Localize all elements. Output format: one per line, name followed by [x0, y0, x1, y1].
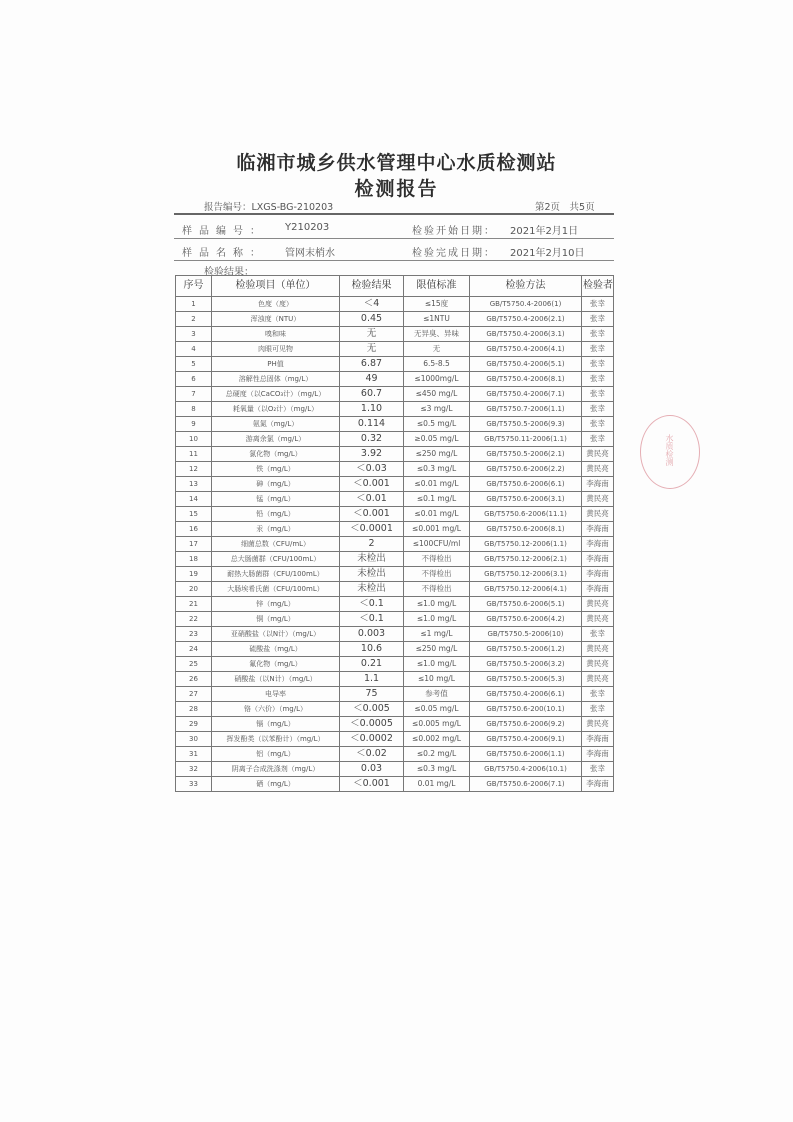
cell-item: 总大肠菌群（CFU/100mL） — [212, 552, 340, 567]
table-row — [176, 552, 614, 567]
cell-inspector: 张幸 — [582, 342, 614, 357]
cell-method: GB/T5750.6-200(10.1) — [470, 702, 582, 717]
results-table — [175, 275, 614, 792]
cell-no: 17 — [176, 537, 212, 552]
cell-result: ＜0.1 — [340, 612, 404, 627]
cell-inspector: 黄民亮 — [582, 612, 614, 627]
cell-limit: 不得检出 — [404, 552, 470, 567]
table-row — [176, 717, 614, 732]
cell-inspector: 黄民亮 — [582, 507, 614, 522]
cell-limit: ≤100CFU/ml — [404, 537, 470, 552]
cell-result: 10.6 — [340, 642, 404, 657]
cell-no: 18 — [176, 552, 212, 567]
header-no: 序号 — [176, 276, 212, 297]
table-row — [176, 402, 614, 417]
info-rule-1 — [174, 238, 614, 239]
cell-method: GB/T5750.4-2006(2.1) — [470, 312, 582, 327]
cell-limit: ≤0.01 mg/L — [404, 507, 470, 522]
cell-inspector: 黄民亮 — [582, 717, 614, 732]
cell-method: GB/T5750.6-2006(4.2) — [470, 612, 582, 627]
cell-result: ＜0.005 — [340, 702, 404, 717]
start-date-value: 2021年2月1日 — [510, 226, 579, 237]
cell-item: 硫酸盐（mg/L） — [212, 642, 340, 657]
cell-no: 27 — [176, 687, 212, 702]
cell-result: 49 — [340, 372, 404, 387]
seal-text: 水质检测 — [665, 434, 674, 466]
cell-method: GB/T5750.6-2006(1.1) — [470, 747, 582, 762]
cell-inspector: 李海南 — [582, 567, 614, 582]
cell-no: 22 — [176, 612, 212, 627]
cell-inspector: 张幸 — [582, 327, 614, 342]
section-title: 检验结果： — [204, 267, 254, 278]
cell-limit: ≤0.5 mg/L — [404, 417, 470, 432]
cell-no: 31 — [176, 747, 212, 762]
cell-result: ＜0.01 — [340, 492, 404, 507]
cell-inspector: 张幸 — [582, 627, 614, 642]
cell-method: GB/T5750.4-2006(5.1) — [470, 357, 582, 372]
cell-limit: 无异臭、异味 — [404, 327, 470, 342]
cell-method: GB/T5750.11-2006(1.1) — [470, 432, 582, 447]
cell-method: GB/T5750.5-2006(1.2) — [470, 642, 582, 657]
header-limit: 限值标准 — [404, 276, 470, 297]
cell-limit: ≤0.01 mg/L — [404, 477, 470, 492]
table-row — [176, 372, 614, 387]
cell-result: 0.32 — [340, 432, 404, 447]
table-row — [176, 762, 614, 777]
cell-limit: 不得检出 — [404, 582, 470, 597]
sample-name-value: 管网末梢水 — [285, 248, 335, 259]
cell-result: 0.45 — [340, 312, 404, 327]
cell-inspector: 李海南 — [582, 732, 614, 747]
cell-inspector: 黄民亮 — [582, 462, 614, 477]
cell-item: 氟化物（mg/L） — [212, 657, 340, 672]
cell-inspector: 张幸 — [582, 687, 614, 702]
cell-result: 6.87 — [340, 357, 404, 372]
cell-inspector: 李海南 — [582, 537, 614, 552]
cell-inspector: 张幸 — [582, 702, 614, 717]
cell-item: 铅（mg/L） — [212, 507, 340, 522]
cell-item: 铬（六价）（mg/L） — [212, 702, 340, 717]
cell-method: GB/T5750.4-2006(1) — [470, 297, 582, 312]
table-body — [176, 297, 614, 792]
cell-limit: ≤1NTU — [404, 312, 470, 327]
cell-result: ＜0.001 — [340, 507, 404, 522]
sample-no-label: 样品编号： — [182, 226, 267, 237]
cell-no: 32 — [176, 762, 212, 777]
cell-limit: ≤0.002 mg/L — [404, 732, 470, 747]
table-row — [176, 432, 614, 447]
cell-limit: ≥0.05 mg/L — [404, 432, 470, 447]
table-row — [176, 582, 614, 597]
header-rule — [174, 213, 614, 215]
cell-inspector: 张幸 — [582, 357, 614, 372]
cell-inspector: 张幸 — [582, 312, 614, 327]
cell-no: 1 — [176, 297, 212, 312]
cell-result: ＜0.02 — [340, 747, 404, 762]
table-row — [176, 492, 614, 507]
cell-no: 6 — [176, 372, 212, 387]
cell-no: 26 — [176, 672, 212, 687]
cell-limit: ≤1 mg/L — [404, 627, 470, 642]
header-item: 检验项目（单位） — [212, 276, 340, 297]
cell-result: ＜0.001 — [340, 477, 404, 492]
cell-result: 0.003 — [340, 627, 404, 642]
cell-item: 溶解性总固体（mg/L） — [212, 372, 340, 387]
cell-result: 0.21 — [340, 657, 404, 672]
cell-item: 细菌总数（CFU/mL） — [212, 537, 340, 552]
table-row — [176, 447, 614, 462]
cell-method: GB/T5750.6-2006(8.1) — [470, 522, 582, 537]
cell-method: GB/T5750.6-2006(5.1) — [470, 597, 582, 612]
cell-method: GB/T5750.6-2006(11.1) — [470, 507, 582, 522]
cell-method: GB/T5750.4-2006(4.1) — [470, 342, 582, 357]
cell-item: 耐热大肠菌群（CFU/100mL） — [212, 567, 340, 582]
cell-no: 20 — [176, 582, 212, 597]
table-row — [176, 417, 614, 432]
cell-method: GB/T5750.5-2006(3.2) — [470, 657, 582, 672]
sample-name-label: 样品名称： — [182, 248, 267, 259]
cell-item: 铜（mg/L） — [212, 612, 340, 627]
cell-no: 19 — [176, 567, 212, 582]
cell-inspector: 李海南 — [582, 477, 614, 492]
table-row — [176, 462, 614, 477]
cell-item: 电导率 — [212, 687, 340, 702]
table-row — [176, 567, 614, 582]
cell-no: 8 — [176, 402, 212, 417]
cell-no: 5 — [176, 357, 212, 372]
header-result: 检验结果 — [340, 276, 404, 297]
cell-no: 23 — [176, 627, 212, 642]
cell-inspector: 黄民亮 — [582, 672, 614, 687]
page-info: 第2页 共5页 — [535, 202, 595, 213]
cell-method: GB/T5750.5-2006(2.1) — [470, 447, 582, 462]
table-row — [176, 327, 614, 342]
cell-no: 2 — [176, 312, 212, 327]
cell-item: 铁（mg/L） — [212, 462, 340, 477]
cell-method: GB/T5750.4-2006(7.1) — [470, 387, 582, 402]
cell-result: 无 — [340, 342, 404, 357]
table-row — [176, 522, 614, 537]
cell-no: 29 — [176, 717, 212, 732]
cell-no: 21 — [176, 597, 212, 612]
cell-no: 25 — [176, 657, 212, 672]
cell-limit: 6.5-8.5 — [404, 357, 470, 372]
cell-item: 汞（mg/L） — [212, 522, 340, 537]
cell-limit: ≤250 mg/L — [404, 447, 470, 462]
info-rule-2 — [174, 260, 614, 261]
cell-no: 10 — [176, 432, 212, 447]
cell-no: 9 — [176, 417, 212, 432]
cell-inspector: 张幸 — [582, 297, 614, 312]
table-row — [176, 702, 614, 717]
cell-no: 13 — [176, 477, 212, 492]
cell-item: 锌（mg/L） — [212, 597, 340, 612]
cell-inspector: 黄民亮 — [582, 447, 614, 462]
cell-item: 硒（mg/L） — [212, 777, 340, 792]
cell-limit: ≤0.1 mg/L — [404, 492, 470, 507]
cell-no: 3 — [176, 327, 212, 342]
cell-result: 1.10 — [340, 402, 404, 417]
cell-result: ＜0.0002 — [340, 732, 404, 747]
report-number: 报告编号：LXGS-BG-210203 — [204, 202, 334, 213]
cell-inspector: 黄民亮 — [582, 657, 614, 672]
cell-inspector: 李海南 — [582, 582, 614, 597]
cell-method: GB/T5750.4-2006(9.1) — [470, 732, 582, 747]
header-inspector: 检验者 — [582, 276, 614, 297]
cell-result: 无 — [340, 327, 404, 342]
cell-limit: 参考值 — [404, 687, 470, 702]
cell-inspector: 张幸 — [582, 372, 614, 387]
cell-method: GB/T5750.4-2006(3.1) — [470, 327, 582, 342]
cell-method: GB/T5750.12-2006(1.1) — [470, 537, 582, 552]
table-row — [176, 597, 614, 612]
table-row — [176, 747, 614, 762]
cell-no: 14 — [176, 492, 212, 507]
cell-method: GB/T5750.5-2006(9.3) — [470, 417, 582, 432]
cell-inspector: 李海南 — [582, 747, 614, 762]
end-date-label: 检验完成日期： — [412, 248, 496, 259]
cell-item: 大肠埃希氏菌（CFU/100mL） — [212, 582, 340, 597]
cell-inspector: 张幸 — [582, 402, 614, 417]
cell-result: 3.92 — [340, 447, 404, 462]
cell-no: 7 — [176, 387, 212, 402]
table-row — [176, 357, 614, 372]
doc-title: 检测报告 — [354, 178, 439, 200]
cell-limit: ≤0.3 mg/L — [404, 462, 470, 477]
cell-limit: ≤1.0 mg/L — [404, 597, 470, 612]
cell-inspector: 李海南 — [582, 777, 614, 792]
table-row — [176, 732, 614, 747]
cell-no: 33 — [176, 777, 212, 792]
cell-item: 总硬度（以CaCO₃计）（mg/L） — [212, 387, 340, 402]
cell-method: GB/T5750.12-2006(3.1) — [470, 567, 582, 582]
cell-item: 亚硝酸盐（以N计）（mg/L） — [212, 627, 340, 642]
cell-no: 15 — [176, 507, 212, 522]
cell-inspector: 张幸 — [582, 762, 614, 777]
cell-method: GB/T5750.6-2006(6.1) — [470, 477, 582, 492]
cell-inspector: 黄民亮 — [582, 492, 614, 507]
cell-limit: ≤10 mg/L — [404, 672, 470, 687]
cell-method: GB/T5750.5-2006(5.3) — [470, 672, 582, 687]
table-row — [176, 657, 614, 672]
header-method: 检验方法 — [470, 276, 582, 297]
cell-item: 肉眼可见物 — [212, 342, 340, 357]
table-row — [176, 312, 614, 327]
official-seal — [640, 415, 700, 489]
start-date-label: 检验开始日期： — [412, 226, 496, 237]
cell-no: 30 — [176, 732, 212, 747]
cell-result: 2 — [340, 537, 404, 552]
cell-result: 0.114 — [340, 417, 404, 432]
table-row — [176, 687, 614, 702]
cell-result: ＜0.03 — [340, 462, 404, 477]
cell-limit: ≤0.2 mg/L — [404, 747, 470, 762]
cell-result: 未检出 — [340, 552, 404, 567]
cell-limit: ≤3 mg/L — [404, 402, 470, 417]
cell-item: 嗅和味 — [212, 327, 340, 342]
cell-limit: 0.01 mg/L — [404, 777, 470, 792]
cell-limit: ≤1000mg/L — [404, 372, 470, 387]
cell-result: 未检出 — [340, 567, 404, 582]
cell-result: 1.1 — [340, 672, 404, 687]
cell-method: GB/T5750.4-2006(8.1) — [470, 372, 582, 387]
table-row — [176, 507, 614, 522]
cell-method: GB/T5750.7-2006(1.1) — [470, 402, 582, 417]
cell-limit: ≤450 mg/L — [404, 387, 470, 402]
cell-limit: ≤1.0 mg/L — [404, 657, 470, 672]
cell-item: 铝（mg/L） — [212, 747, 340, 762]
table-header-row — [176, 276, 614, 297]
table-row — [176, 642, 614, 657]
cell-inspector: 张幸 — [582, 387, 614, 402]
cell-limit: ≤250 mg/L — [404, 642, 470, 657]
cell-no: 12 — [176, 462, 212, 477]
cell-limit: 无 — [404, 342, 470, 357]
table-row — [176, 387, 614, 402]
cell-method: GB/T5750.4-2006(6.1) — [470, 687, 582, 702]
cell-item: 色度（度） — [212, 297, 340, 312]
table-row — [176, 477, 614, 492]
cell-result: 60.7 — [340, 387, 404, 402]
cell-result: ＜0.001 — [340, 777, 404, 792]
cell-method: GB/T5750.6-2006(3.1) — [470, 492, 582, 507]
cell-item: 砷（mg/L） — [212, 477, 340, 492]
cell-limit: ≤0.3 mg/L — [404, 762, 470, 777]
cell-result: 未检出 — [340, 582, 404, 597]
cell-result: ＜0.0001 — [340, 522, 404, 537]
cell-method: GB/T5750.12-2006(4.1) — [470, 582, 582, 597]
cell-no: 16 — [176, 522, 212, 537]
cell-item: PH值 — [212, 357, 340, 372]
cell-method: GB/T5750.5-2006(10) — [470, 627, 582, 642]
cell-method: GB/T5750.12-2006(2.1) — [470, 552, 582, 567]
sample-no-value: Y210203 — [285, 222, 330, 233]
cell-result: 0.03 — [340, 762, 404, 777]
cell-inspector: 张幸 — [582, 432, 614, 447]
cell-no: 24 — [176, 642, 212, 657]
cell-limit: ≤0.005 mg/L — [404, 717, 470, 732]
table-row — [176, 612, 614, 627]
cell-inspector: 黄民亮 — [582, 642, 614, 657]
cell-inspector: 黄民亮 — [582, 597, 614, 612]
cell-item: 浑浊度（NTU） — [212, 312, 340, 327]
cell-limit: ≤0.001 mg/L — [404, 522, 470, 537]
cell-inspector: 张幸 — [582, 417, 614, 432]
cell-result: ＜0.1 — [340, 597, 404, 612]
cell-item: 氨氮（mg/L） — [212, 417, 340, 432]
cell-method: GB/T5750.4-2006(10.1) — [470, 762, 582, 777]
cell-method: GB/T5750.6-2006(9.2) — [470, 717, 582, 732]
cell-item: 锰（mg/L） — [212, 492, 340, 507]
org-title: 临湘市城乡供水管理中心水质检测站 — [236, 152, 557, 174]
cell-item: 游离余氯（mg/L） — [212, 432, 340, 447]
table-row — [176, 627, 614, 642]
table-row — [176, 297, 614, 312]
end-date-value: 2021年2月10日 — [510, 248, 585, 259]
cell-result: ＜4 — [340, 297, 404, 312]
cell-no: 4 — [176, 342, 212, 357]
table-row — [176, 672, 614, 687]
cell-limit: ≤0.05 mg/L — [404, 702, 470, 717]
table-row — [176, 537, 614, 552]
cell-item: 挥发酚类（以苯酚计）（mg/L） — [212, 732, 340, 747]
cell-method: GB/T5750.6-2006(2.2) — [470, 462, 582, 477]
cell-inspector: 李海南 — [582, 522, 614, 537]
cell-inspector: 李海南 — [582, 552, 614, 567]
cell-limit: ≤1.0 mg/L — [404, 612, 470, 627]
cell-item: 耗氧量（以O₂计）（mg/L） — [212, 402, 340, 417]
cell-no: 11 — [176, 447, 212, 462]
cell-item: 硝酸盐（以N计）（mg/L） — [212, 672, 340, 687]
cell-item: 氯化物（mg/L） — [212, 447, 340, 462]
cell-item: 镉（mg/L） — [212, 717, 340, 732]
cell-limit: ≤15度 — [404, 297, 470, 312]
cell-no: 28 — [176, 702, 212, 717]
cell-item: 阴离子合成洗涤剂（mg/L） — [212, 762, 340, 777]
cell-limit: 不得检出 — [404, 567, 470, 582]
cell-result: ＜0.0005 — [340, 717, 404, 732]
table-row — [176, 342, 614, 357]
cell-method: GB/T5750.6-2006(7.1) — [470, 777, 582, 792]
cell-result: 75 — [340, 687, 404, 702]
table-row — [176, 777, 614, 792]
